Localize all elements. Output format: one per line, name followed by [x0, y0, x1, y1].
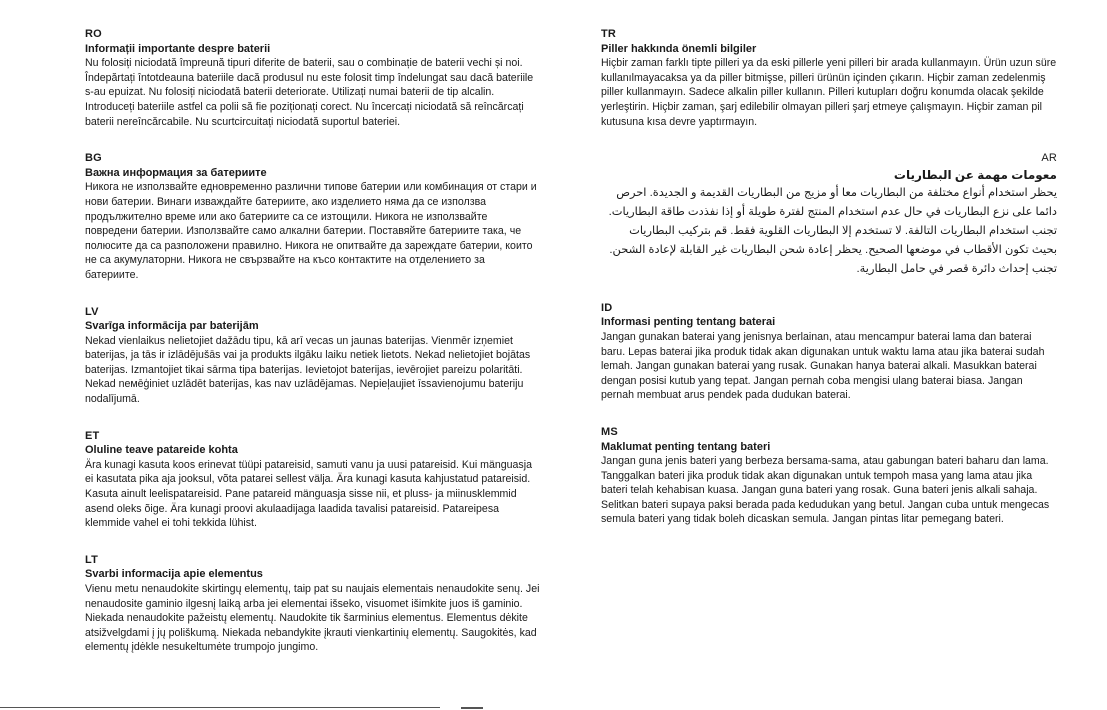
language-code: AR [1041, 152, 1057, 165]
section-body: Vienu metu nenaudokite skirtingų elementų, taip pat su naujais elementais nenaudokite senų. Jei nenaudosite gaminio ilgesnį laiką arba jei elementai išseko, visuomet išimkite juos iš gaminio. Niekada nenaudokite pažeistų elementų. Naudokite tik šarminius elementus. Elementus dėkite atsižvelgdami į jų poliškumą. Niekada nebandykite įkrauti vienkartinių elementų. Saugokitės, kad elementų įdėkle nesukeltumėte trumpojo jungimo. [85, 583, 540, 654]
section-body: يحظر استخدام أنواع مختلفة من البطاريات معا أو مزيج من البطاريات القديمة و الجديدة. احرص دائما على نزع البطاريات في حال عدم استخدام المنتج لفترة طويلة أو إذا نفذدت طاقة البطاريات. تجنب استخدام البطاريات التالفة. لا تستخدم إلا البطاريات القلوية فقط. قم بتركيب البطاريات بحيث تكون الأقطاب في موضعها الصحيح. يحظر إعادة شحن البطاريات غير القابلة لإعادة الشحن. تجنب إحداث دائرة قصر في حامل البطارية. [608, 186, 1057, 275]
section-ms [601, 425, 1057, 527]
section-heading: Oluline teave patareide kohta [85, 444, 238, 457]
section-body: Nu folosiți niciodată împreună tipuri diferite de baterii, sau o combinație de baterii vechi și noi. Îndepărtați întotdeauna bateriile dacă produsul nu este folosit timp îndelungat sau dacă bateriile s-au epuizat. Nu folosiți niciodată baterii deteriorate. Utilizați numai baterii de tip alcalin. Introduceți bateriile astfel ca polii să fie poziționați corect. Nu încercați niciodată să reîncărcați baterii nereîncărcabile. Nu scurtcircuitați niciodată suportul bateriei. [85, 57, 534, 128]
section-heading: Piller hakkında önemli bilgiler [601, 42, 757, 55]
section-tr [601, 27, 1057, 129]
section-heading: Maklumat penting tentang bateri [601, 440, 771, 453]
section-heading: Informasi penting tentang baterai [601, 316, 776, 329]
right-column [601, 27, 1057, 549]
section-ro [85, 27, 541, 129]
section-lt [85, 553, 541, 655]
section-heading: Важна информация за батериите [85, 166, 267, 179]
language-code: ET [85, 429, 100, 442]
section-bg [85, 151, 541, 282]
section-heading: Informații importante despre baterii [85, 42, 271, 55]
section-body: Hiçbir zaman farklı tipte pilleri ya da eski pillerle yeni pilleri bir arada kullanmayın. Ürün uzun süre kullanılmayacaksa ya da piller bitmişse, pilleri ürünün içinden çıkarın. Hiçbir zaman zedelenmiş piller kullanmayın. Sadece alkalin piller kullanın. Pilleri kutupları doğru konumda olacak şekilde yerleştirin. Hiçbir zaman, şarj edilebilir olmayan pilleri şarj etmeye çalışmayın. Hiçbir zaman pil kutusuna kısa devre yaptırmayın. [601, 57, 1057, 128]
language-code: MS [601, 425, 618, 438]
language-code: BG [85, 152, 102, 165]
section-body: Nekad vienlaikus nelietojiet dažādu tipu, kā arī vecas un jaunas baterijas. Vienmēr izņemiet baterijas, ja tās ir izlādējušās vai ja produkts ilgāku laiku netiek lietots. Nekad nelietojiet bojātas baterijas. Izmantojiet tikai sārma tipa baterijas. Ievietojot baterijas, ievērojiet pareizu polaritāti. Nekad neмēģiniet uzlādēt baterijas, kas nav uzlādējamas. Nepieļaujiet īssavienojumu bateriju nodalījumā. [85, 334, 531, 406]
section-body: Ära kunagi kasuta koos erinevat tüüpi patareisid, samuti vanu ja uusi patareisid. Kui mänguasja ei kasutata pika aja jooksul, võta patarei sellest välja. Ära kunagi kasuta kahjustatud patareisid. Kasuta ainult leelispatareisid. Pane patareid mänguasja sisse nii, et pluss- ja miinusklemmid asend oleks õige. Ära kunagi proovi akulaadijaga laadida tavalisi patareisid. Patareipesa klemmide vahel ei tohi tekkida lühist. [85, 458, 532, 530]
language-code: LV [85, 305, 99, 318]
language-code: TR [601, 28, 617, 40]
footer-divider [0, 707, 440, 708]
left-column [85, 27, 541, 677]
section-ar [601, 151, 1057, 279]
section-body: Jangan guna jenis bateri yang berbeza bersama-sama, atau gabungan bateri baharu dan lama. Tanggalkan bateri jika produk tidak akan digunakan untuk tempoh masa yang lama atau jika bateri telah kehabisan kuasa. Jangan guna bateri yang rosak. Guna bateri jenis alkali sahaja. Selitkan bateri supaya paksi berada pada kedudukan yang betul. Jangan cuba untuk mengecas semula bateri yang tidak boleh dicaskan semula. Jangan pintas litar pemegang bateri. [601, 455, 1050, 526]
language-code: RO [85, 28, 102, 40]
language-code: ID [601, 301, 613, 314]
section-id [601, 301, 1057, 403]
section-heading: Svarbi informacija apie elementus [85, 568, 263, 581]
section-heading: معومات مهمة عن البطاريات [893, 167, 1057, 182]
section-body: Jangan gunakan baterai yang jenisnya berlainan, atau mencampur baterai lama dan baterai baru. Lepas baterai jika produk tidak akan digunakan untuk waktu lama atau jika baterai sudah lemah. Jangan gunakan baterai yang rusak. Gunakan hanya baterai alkali. Masukkan baterai dengan posisi kutub yang tepat. Jangan pernah coba mengisi ulang baterai biasa. Jangan pernah membuat arus pendek pada dudukan baterai. [601, 330, 1045, 402]
section-lv [85, 305, 541, 407]
page-marker [461, 707, 483, 709]
language-code: LT [85, 553, 99, 566]
section-et [85, 429, 541, 531]
section-body: Никога не използвайте едновременно различни типове батерии или комбинация от стари и нови батерии. Винаги изваждайте батериите, ако изделието няма да се използва продължително време или ако батериите са се изтощили. Никога не използвайте повредени батерии. Използвайте само алкални батерии. Поставяйте батериите така, че полюсите да са разположени правилно. Никога не опитвайте да зареждате батерии, които не са акумулаторни. Никога не свързвайте на късо контактите на отделението за батериите. [85, 181, 537, 281]
section-heading: Svarīga informācija par baterijām [85, 320, 259, 333]
